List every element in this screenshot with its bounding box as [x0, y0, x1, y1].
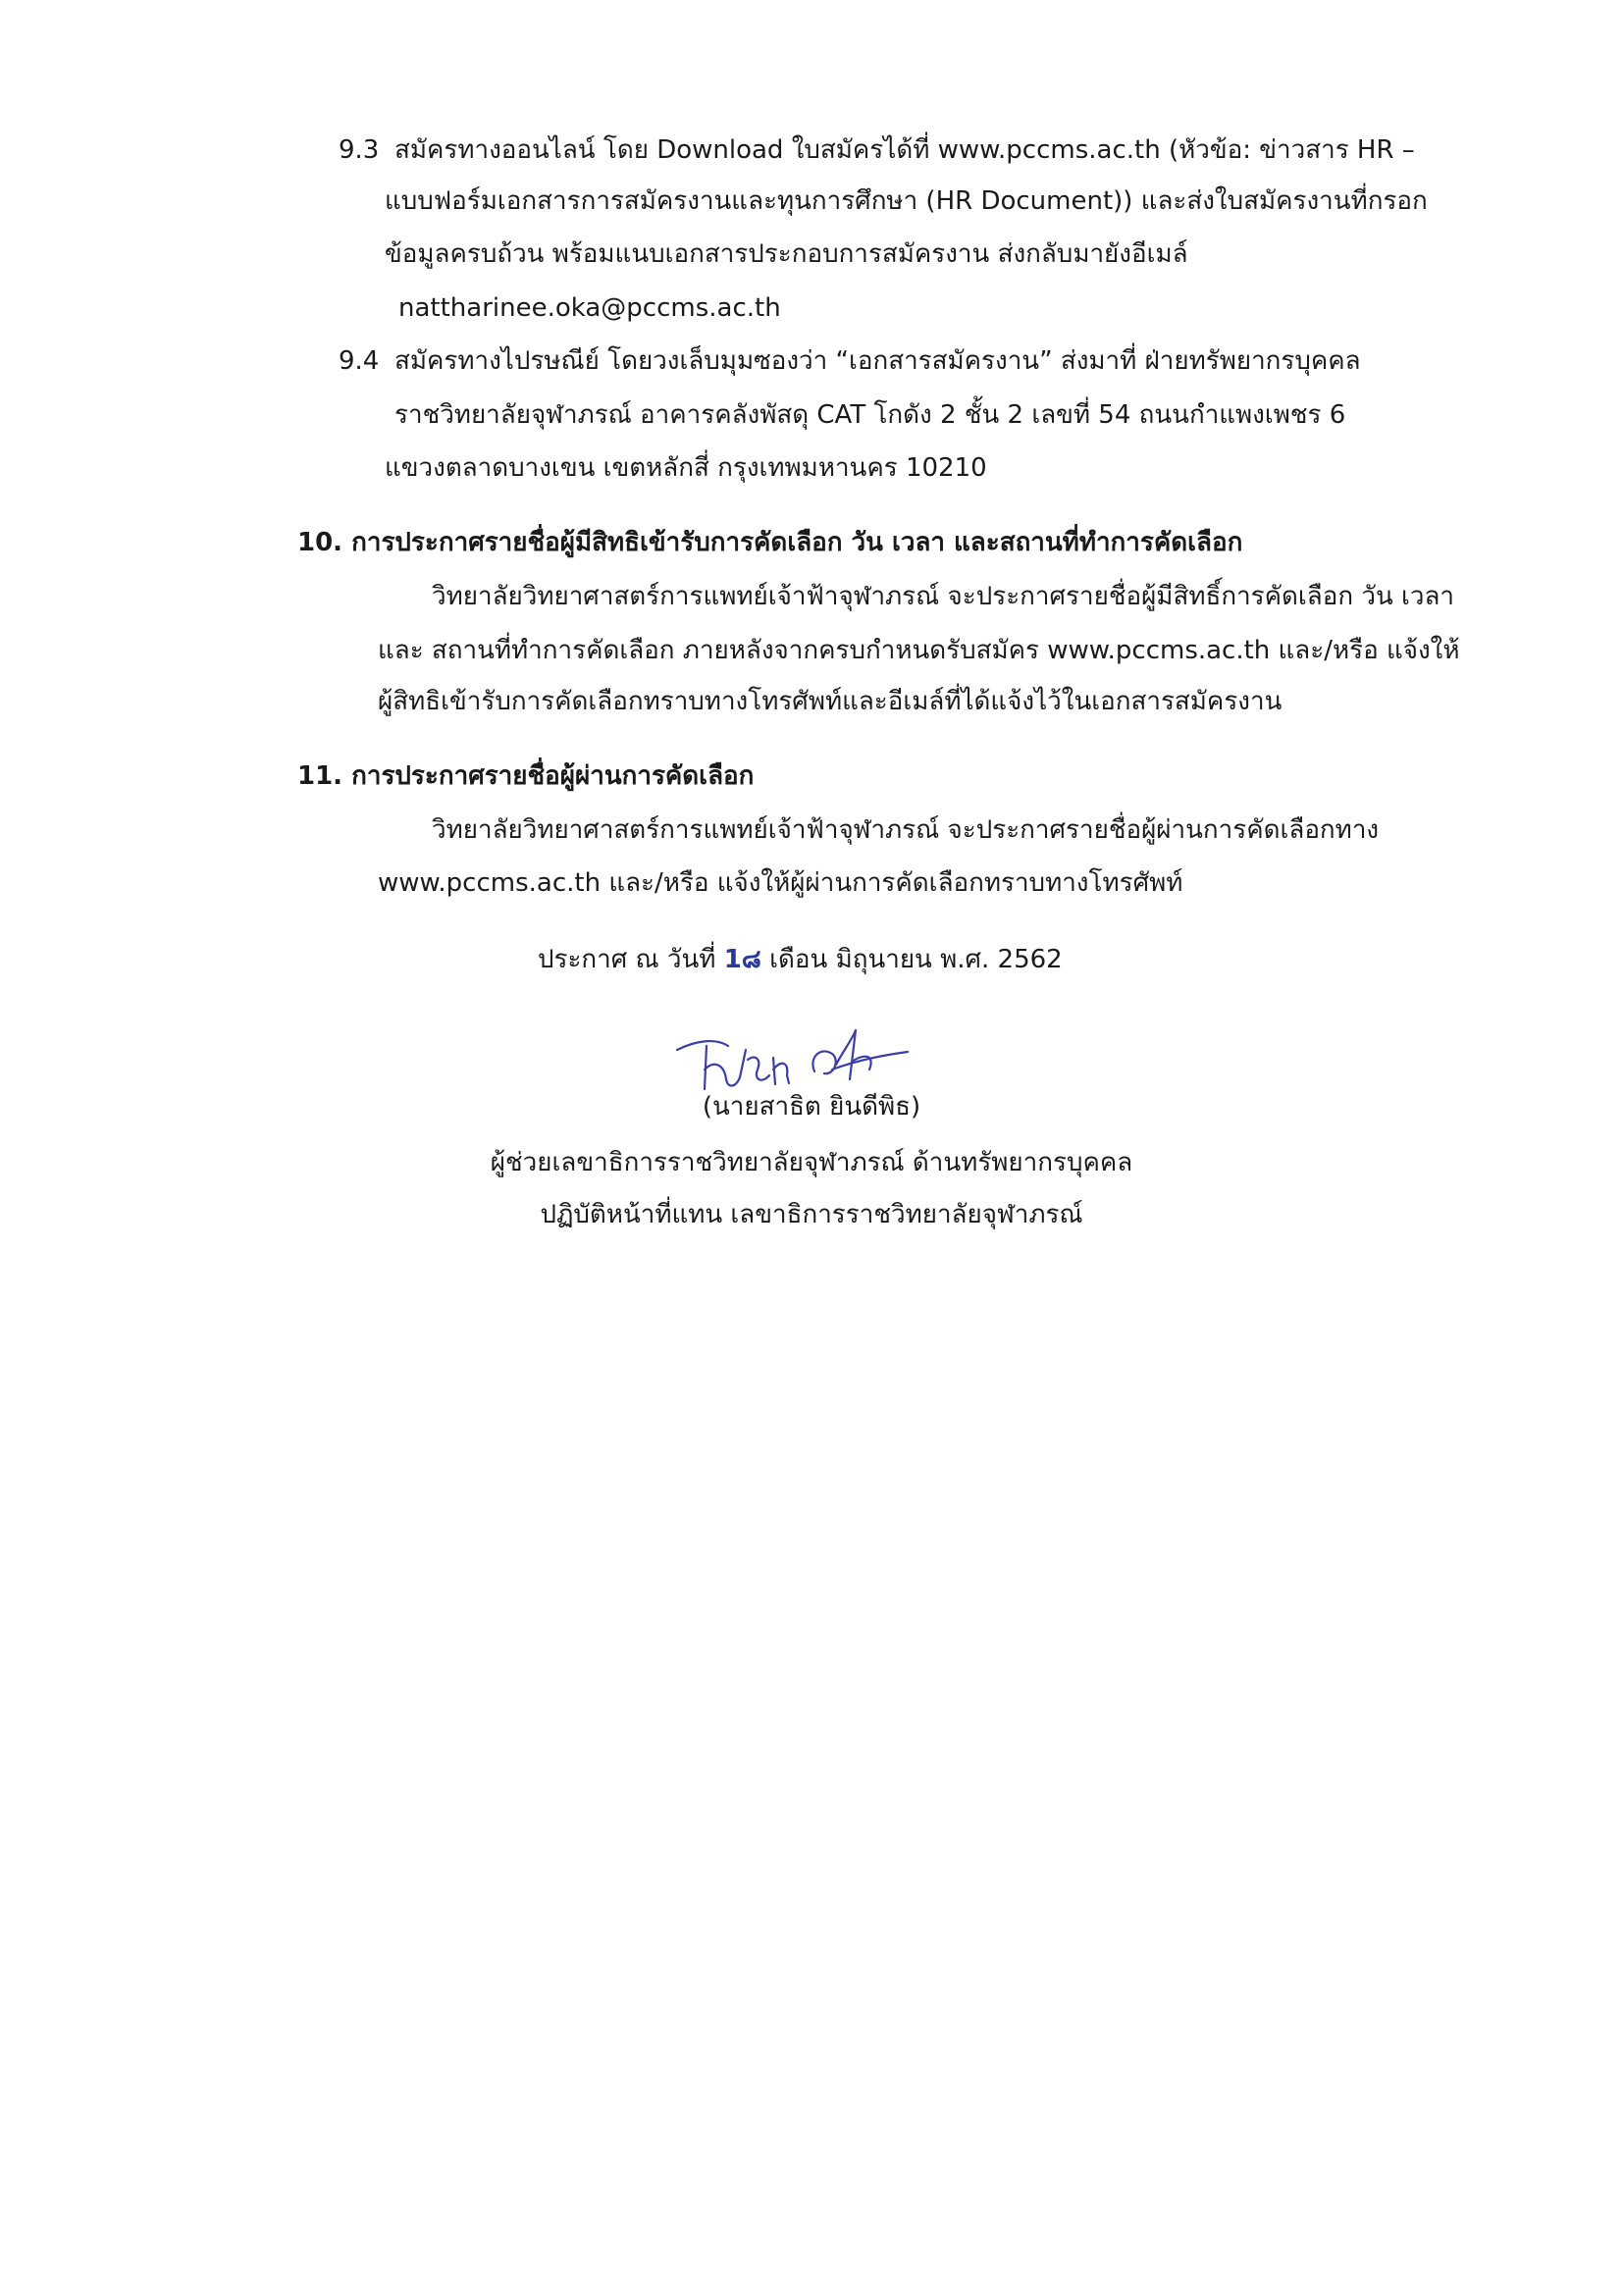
item-9-3-email: nattharinee.oka@pccms.ac.th	[398, 293, 781, 323]
item-9-3-line-3: ข้อมูลครบถ้วน พร้อมแนบเอกสารประกอบการสมัครงาน ส่งกลับมายังอีเมล์	[385, 239, 1188, 269]
section-11-line-2: www.pccms.ac.th และ/หรือ แจ้งให้ผู้ผ่านการคัดเลือกทราบทางโทรศัพท์	[378, 868, 1183, 898]
item-9-3-line-2: แบบฟอร์มเอกสารการสมัครงานและทุนการศึกษา (HR Document)) และส่งใบสมัครงานที่กรอก	[385, 186, 1428, 216]
item-9-4-line-2: ราชวิทยาลัยจุฬาภรณ์ อาคารคลังพัสดุ CAT โกดัง 2 ชั้น 2 เลขที่ 54 ถนนกำแพงเพชร 6	[394, 400, 1346, 430]
item-9-4-line-3: แขวงตลาดบางเขน เขตหลักสี่ กรุงเทพมหานคร 10210	[385, 453, 987, 483]
section-11-heading: 11. การประกาศรายชื่อผู้ผ่านการคัดเลือก	[297, 761, 755, 791]
signer-title-1: ผู้ช่วยเลขาธิการราชวิทยาลัยจุฬาภรณ์ ด้านทรัพยากรบุคคล	[490, 1148, 1133, 1177]
item-9-3-line-1: สมัครทางออนไลน์ โดย Download ใบสมัครได้ที่ www.pccms.ac.th (หัวข้อ: ข่าวสาร HR –	[394, 135, 1415, 165]
item-9-4-number: 9.4	[339, 346, 380, 376]
section-10-line-2: และ สถานที่ทำการคัดเลือก ภายหลังจากครบกำหนดรับสมัคร www.pccms.ac.th และ/หรือ แจ้งให้	[378, 636, 1460, 665]
item-9-4-line-1: สมัครทางไปรษณีย์ โดยวงเล็บมุมซองว่า “เอกสารสมัครงาน” ส่งมาที่ ฝ่ายทรัพยากรบุคคล	[394, 346, 1361, 376]
announcement-date	[538, 942, 1063, 977]
section-10-line-1: วิทยาลัยวิทยาศาสตร์การแพทย์เจ้าฟ้าจุฬาภรณ์ จะประกาศรายชื่อผู้มีสิทธิ์การคัดเลือก วัน เวลา	[432, 582, 1455, 611]
announcement-month-year: เดือน มิถุนายน พ.ศ. 2562	[769, 945, 1063, 974]
section-11-line-1: วิทยาลัยวิทยาศาสตร์การแพทย์เจ้าฟ้าจุฬาภรณ์ จะประกาศรายชื่อผู้ผ่านการคัดเลือกทาง	[432, 815, 1380, 845]
section-10-line-3: ผู้สิทธิเข้ารับการคัดเลือกทราบทางโทรศัพท์และอีเมล์ที่ได้แจ้งไว้ในเอกสารสมัครงาน	[378, 687, 1283, 716]
signer-name: (นายสาธิต ยินดีพิธ)	[702, 1092, 921, 1122]
announcement-prefix: ประกาศ ณ วันที่	[538, 945, 716, 974]
item-9-3-number: 9.3	[339, 135, 380, 165]
signer-title-2: ปฏิบัติหน้าที่แทน เลขาธิการราชวิทยาลัยจุฬาภรณ์	[540, 1200, 1083, 1229]
handwritten-day: 1๘	[723, 945, 761, 974]
section-10-heading: 10. การประกาศรายชื่อผู้มีสิทธิเข้ารับการคัดเลือก วัน เวลา และสถานที่ทำการคัดเลือก	[297, 528, 1243, 557]
